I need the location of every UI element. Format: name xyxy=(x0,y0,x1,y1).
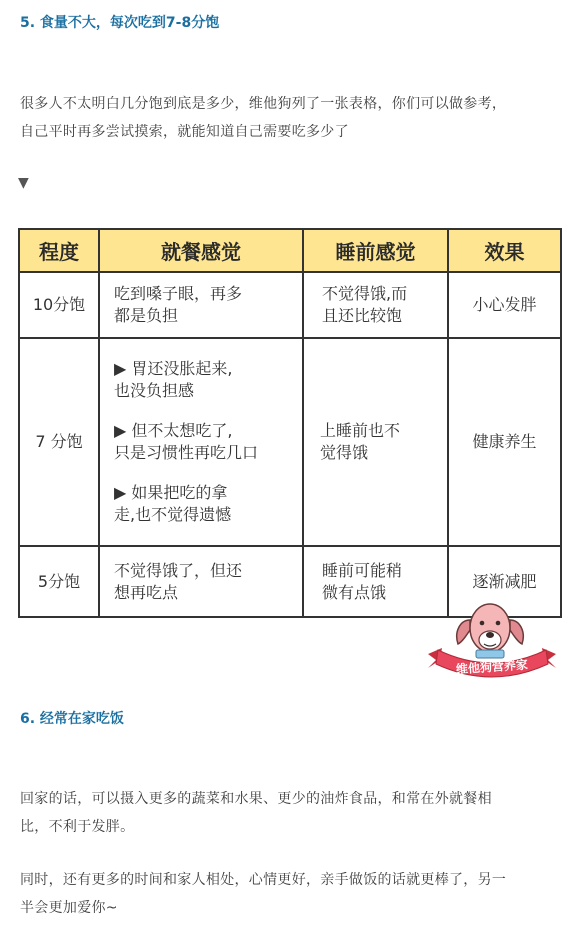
cell-line: ▶ 但不太想吃了, xyxy=(114,421,233,440)
cell-line: 睡前可能稍 xyxy=(322,560,403,580)
cell-line: ▶ 胃还没胀起来, xyxy=(114,359,233,378)
cell-line: 不觉得饿,而 xyxy=(322,284,408,303)
section5-intro xyxy=(20,90,560,146)
cell-level: 10分饱 xyxy=(19,272,99,338)
cell-line: 上睡前也不 xyxy=(320,421,401,440)
cell-meal xyxy=(99,546,303,617)
bullet-item xyxy=(114,482,288,526)
mascot-logo xyxy=(424,598,560,682)
cell-effect: 逐渐减肥 xyxy=(448,546,561,617)
header-meal: 就餐感觉 xyxy=(99,229,303,272)
header-bedtime: 睡前感觉 xyxy=(303,229,448,272)
cell-line: 吃到嗓子眼，再多 xyxy=(114,284,243,303)
cell-line: 只是习惯性再吃几口 xyxy=(114,443,259,462)
cell-meal xyxy=(99,338,303,546)
cell-line: 想再吃点 xyxy=(114,582,179,602)
para1-line-2: 比，不利于发胖。 xyxy=(20,819,135,835)
table-row xyxy=(19,272,561,338)
down-arrow-icon: ▼ xyxy=(18,175,29,191)
cell-level: 5分饱 xyxy=(19,546,99,617)
cell-bedtime xyxy=(303,338,448,546)
section5-heading: 5. 食量不大，每次吃到7-8分饱 xyxy=(20,15,220,31)
cell-bedtime xyxy=(303,272,448,338)
intro-line-1: 很多人不太明白几分饱到底是多少，维他狗列了一张表格，你们可以做参考， xyxy=(20,96,507,112)
para2-line-2: 半会更加爱你~ xyxy=(20,900,118,916)
table-row xyxy=(19,338,561,546)
satiety-table-wrap xyxy=(18,228,560,616)
cell-line: 不觉得饿了，但还 xyxy=(114,560,243,580)
cell-line: 走,也不觉得遗憾 xyxy=(114,505,232,524)
table-header-row xyxy=(19,229,561,272)
intro-line-2: 自己平时再多尝试摸索，就能知道自己需要吃多少了 xyxy=(20,124,349,140)
cell-line: 且还比较饱 xyxy=(322,306,403,325)
bullet-item xyxy=(114,358,288,402)
cell-meal xyxy=(99,272,303,338)
para2-line-1: 同时，还有更多的时间和家人相处，心情更好，亲手做饭的话就更棒了，另一 xyxy=(20,872,507,888)
dog-mascot-icon xyxy=(424,598,560,682)
section6-heading: 6. 经常在家吃饭 xyxy=(20,711,124,727)
mascot-banner-text: 维他狗营养家 xyxy=(455,657,529,677)
header-level: 程度 xyxy=(19,229,99,272)
cell-effect: 健康养生 xyxy=(448,338,561,546)
cell-line: 微有点饿 xyxy=(322,582,387,602)
satiety-table xyxy=(18,228,562,618)
cell-line: 觉得饿 xyxy=(320,443,369,462)
section6-para1 xyxy=(20,785,560,841)
bullet-item xyxy=(114,420,288,464)
cell-level: 7 分饱 xyxy=(19,338,99,546)
para1-line-1: 回家的话，可以摄入更多的蔬菜和水果、更少的油炸食品，和常在外就餐相 xyxy=(20,791,492,807)
cell-line: 也没负担感 xyxy=(114,381,195,400)
cell-line: ▶ 如果把吃的拿 xyxy=(114,483,228,502)
section6-para2 xyxy=(20,866,560,922)
cell-line: 都是负担 xyxy=(114,306,179,325)
header-effect: 效果 xyxy=(448,229,561,272)
cell-effect: 小心发胖 xyxy=(448,272,561,338)
